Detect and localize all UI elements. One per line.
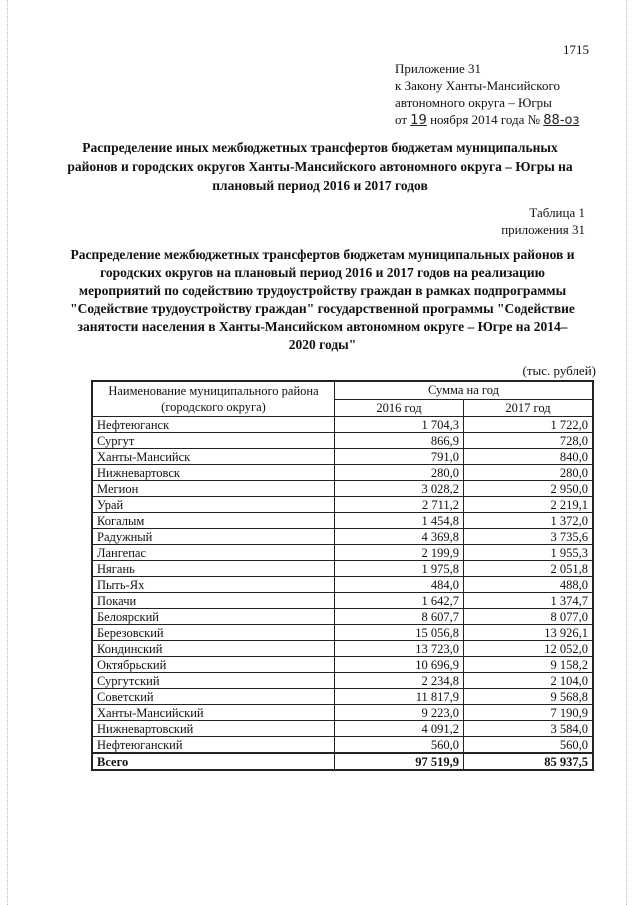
amount-2016-cell: 2 234,8 [335,673,464,689]
district-name-cell: Сургут [92,433,335,449]
table-row [92,657,593,673]
table-row [92,497,593,513]
col-2016-header: 2016 год [335,399,464,416]
appendix-header [395,60,579,129]
law-number: 88-оз [543,113,580,128]
district-name-cell: Когалым [92,513,335,529]
amount-2016-cell: 8 607,7 [335,609,464,625]
district-name-cell: Белоярский [92,609,335,625]
table-row [92,689,593,705]
table-row [92,609,593,625]
amount-2017-cell: 280,0 [464,465,594,481]
appendix-line2: к Закону Ханты-Мансийского [395,78,560,93]
col-2017-header: 2017 год [464,399,594,416]
appendix-line1: Приложение 31 [395,61,482,76]
amount-2016-cell: 11 817,9 [335,689,464,705]
table-row [92,593,593,609]
district-name-cell: Урай [92,497,335,513]
district-name-cell: Ханты-Мансийский [92,705,335,721]
district-name-cell: Радужный [92,529,335,545]
district-name-cell: Нефтеюганск [92,417,335,433]
amount-2017-cell: 12 052,0 [464,641,594,657]
amount-2017-cell: 9 568,8 [464,689,594,705]
date-day: 19 [410,113,427,128]
amount-2017-cell: 2 950,0 [464,481,594,497]
table-row [92,449,593,465]
amount-2017-cell: 7 190,9 [464,705,594,721]
district-name-cell: Октябрьский [92,657,335,673]
col-name-header: Наименование муниципального района (городского округа) [92,381,335,417]
table-row [92,465,593,481]
amount-2016-cell: 2 199,9 [335,545,464,561]
amount-2017-cell: 1 722,0 [464,417,594,433]
appendix-line3: автономного округа – Югры [395,95,552,110]
amount-2017-cell: 1 372,0 [464,513,594,529]
district-name-cell: Покачи [92,593,335,609]
amount-2017-cell: 488,0 [464,577,594,593]
table-row [92,561,593,577]
amount-2016-cell: 1 642,7 [335,593,464,609]
amount-2017-cell: 728,0 [464,433,594,449]
amount-2017-cell: 1 374,7 [464,593,594,609]
amount-2016-cell: 15 056,8 [335,625,464,641]
amount-2017-cell: 3 735,6 [464,529,594,545]
amount-2016-cell: 4 369,8 [335,529,464,545]
amount-2016-cell: 4 091,2 [335,721,464,737]
date-prefix: от [395,112,408,127]
amount-2016-cell: 280,0 [335,465,464,481]
amount-2016-cell: 13 723,0 [335,641,464,657]
amount-2017-cell: 840,0 [464,449,594,465]
table-row [92,641,593,657]
table-row [92,705,593,721]
table-row [92,417,593,433]
table-row [92,625,593,641]
amount-2016-cell: 866,9 [335,433,464,449]
district-name-cell: Мегион [92,481,335,497]
transfers-table [91,380,594,771]
district-name-cell: Нягань [92,561,335,577]
page-number: 1715 [563,42,589,57]
amount-2017-cell: 9 158,2 [464,657,594,673]
amount-2016-cell: 1 454,8 [335,513,464,529]
scan-edge-left [7,0,8,905]
district-name-cell: Нижневартовский [92,721,335,737]
table-row [92,577,593,593]
amount-2017-cell: 560,0 [464,737,594,754]
table-total-row [92,753,593,770]
amount-2016-cell: 1 704,3 [335,417,464,433]
district-name-cell: Сургутский [92,673,335,689]
table-row [92,529,593,545]
district-name-cell: Нефтеюганский [92,737,335,754]
amount-2017-cell: 2 219,1 [464,497,594,513]
district-name-cell: Пыть-Ях [92,577,335,593]
date-rest: ноября 2014 года № [430,112,541,127]
table-row [92,737,593,754]
table-row [92,513,593,529]
scan-edge-right [626,0,627,905]
amount-2017-cell: 85 937,5 [464,753,594,770]
table-row [92,673,593,689]
amount-2017-cell: 2 104,0 [464,673,594,689]
table-row [92,433,593,449]
table-note [501,204,585,238]
amount-2016-cell: 9 223,0 [335,705,464,721]
amount-2017-cell: 8 077,0 [464,609,594,625]
table-row [92,545,593,561]
amount-2016-cell: 2 711,2 [335,497,464,513]
district-name-cell: Березовский [92,625,335,641]
amount-2016-cell: 560,0 [335,737,464,754]
amount-2016-cell: 97 519,9 [335,753,464,770]
table-row [92,721,593,737]
amount-2017-cell: 1 955,3 [464,545,594,561]
district-name-cell: Всего [92,753,335,770]
amount-2016-cell: 10 696,9 [335,657,464,673]
district-name-cell: Ханты-Мансийск [92,449,335,465]
district-name-cell: Нижневартовск [92,465,335,481]
district-name-cell: Лангепас [92,545,335,561]
appendix-date-line [395,111,579,129]
amount-2016-cell: 484,0 [335,577,464,593]
amount-2017-cell: 2 051,8 [464,561,594,577]
amount-2017-cell: 13 926,1 [464,625,594,641]
table-title: Распределение межбюджетных трансфертов бюджетам муниципальных районов и городских округов на плановый период 2016 и 2017 годов на реализацию мероприятий по содействию трудоустройству граждан в рамках подпрограммы "Содействие трудоустройству граждан" государственной программы "Содействие занятости населения в Ханты-Мансийском автономном округе – Югре на 2014–2020 годы" [70,247,575,352]
table-note-line2: приложения 31 [501,222,585,237]
district-name-cell: Советский [92,689,335,705]
table-row [92,481,593,497]
table-note-line1: Таблица 1 [529,205,585,220]
units-label: (тыс. рублей) [522,363,596,378]
amount-2017-cell: 3 584,0 [464,721,594,737]
document-title: Распределение иных межбюджетных трансфертов бюджетам муниципальных районов и городских округов Ханты-Мансийского автономного округа – Югры на плановый период 2016 и 2017 годов [67,140,573,193]
district-name-cell: Кондинский [92,641,335,657]
col-sum-header: Сумма на год [335,381,594,399]
amount-2016-cell: 1 975,8 [335,561,464,577]
amount-2016-cell: 3 028,2 [335,481,464,497]
amount-2016-cell: 791,0 [335,449,464,465]
